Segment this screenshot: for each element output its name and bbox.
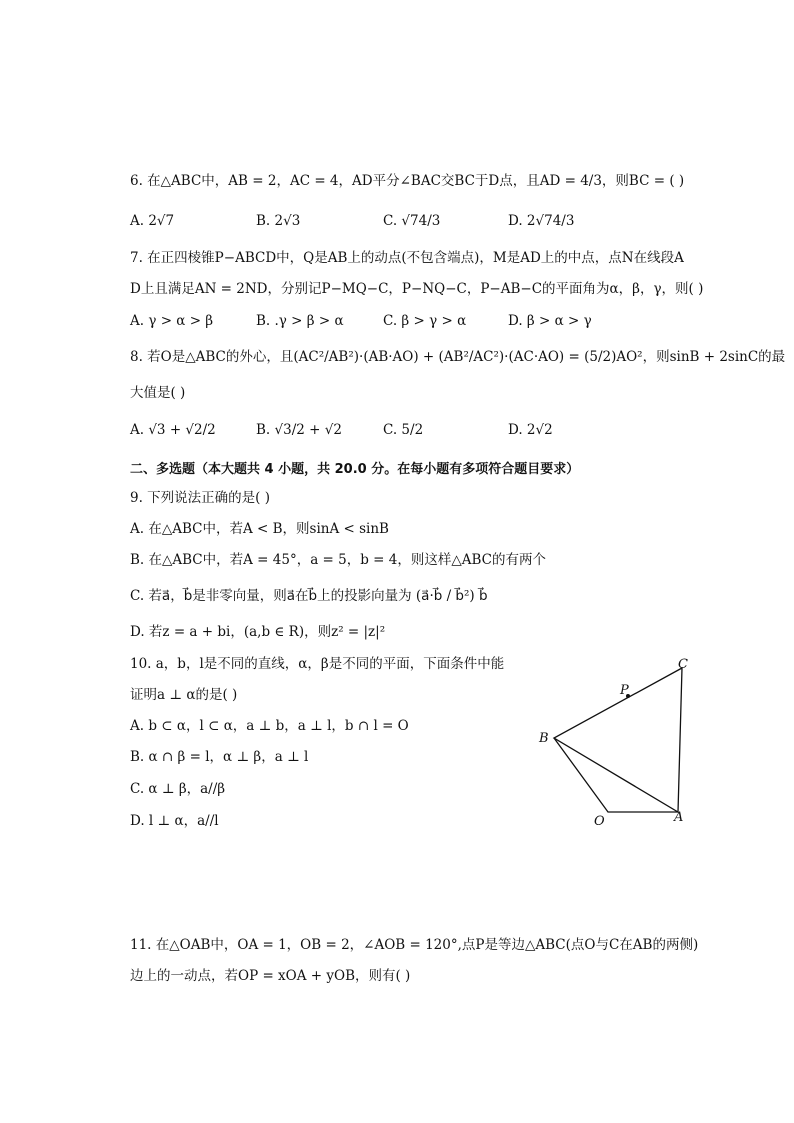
q10-stem-line2: 证明a ⊥ α的是( ) bbox=[130, 687, 238, 703]
q7-option-d: D. β > α > γ bbox=[508, 313, 592, 329]
q9-option-a: A. 在△ABC中，若A < B，则sinA < sinB bbox=[130, 521, 389, 537]
label-a: A bbox=[674, 810, 684, 825]
geometry-figure bbox=[536, 652, 696, 832]
q7-stem-line1: 7. 在正四棱锥P−ABCD中，Q是AB上的动点(不包含端点)，M是AD上的中点，点N在线段A bbox=[130, 250, 684, 266]
q6-option-d: D. 2√74/3 bbox=[508, 213, 575, 229]
q8-option-d: D. 2√2 bbox=[508, 422, 553, 438]
label-p: P bbox=[620, 683, 629, 698]
q9-option-d: D. 若z = a + bi，(a,b ∈ R)，则z² = |z|² bbox=[130, 624, 386, 640]
q9-stem: 9. 下列说法正确的是( ) bbox=[130, 490, 270, 506]
q7-stem-line2: D上且满足AN = 2ND，分别记P−MQ−C，P−NQ−C，P−AB−C的平面角为α，β，γ，则( ) bbox=[130, 281, 704, 297]
q11-stem-line2: 边上的一动点，若OP = xOA + yOB，则有( ) bbox=[130, 968, 411, 984]
q6-option-a: A. 2√7 bbox=[130, 213, 175, 229]
q8-option-b: B. √3/2 + √2 bbox=[256, 422, 342, 438]
q9-option-c: C. 若a⃗，b⃗是非零向量，则a⃗在b⃗上的投影向量为 (a⃗·b⃗ / b⃗²) b⃗ bbox=[130, 588, 488, 604]
label-b: B bbox=[539, 731, 549, 746]
q7-option-b: B. .γ > β > α bbox=[256, 313, 344, 329]
triangle-abc bbox=[554, 668, 682, 812]
q10-option-d: D. l ⊥ α，a//l bbox=[130, 813, 219, 829]
q6-option-b: B. 2√3 bbox=[256, 213, 301, 229]
q11-stem-line1: 11. 在△OAB中，OA = 1，OB = 2，∠AOB = 120°,点P是等边△ABC(点O与C在AB的两侧) bbox=[130, 937, 699, 953]
q10-stem-line1: 10. a，b，l是不同的直线，α，β是不同的平面，下面条件中能 bbox=[130, 656, 505, 672]
q7-option-a: A. γ > α > β bbox=[130, 313, 214, 329]
label-o: O bbox=[594, 814, 605, 829]
label-c: C bbox=[678, 657, 688, 672]
q10-option-c: C. α ⊥ β，a//β bbox=[130, 781, 226, 797]
q9-option-b: B. 在△ABC中，若A = 45°，a = 5，b = 4，则这样△ABC的有两个 bbox=[130, 552, 546, 568]
q10-option-b: B. α ∩ β = l，α ⊥ β，a ⊥ l bbox=[130, 749, 309, 765]
q6-option-c: C. √74/3 bbox=[383, 213, 441, 229]
q10-option-a: A. b ⊂ α，l ⊂ α，a ⊥ b，a ⊥ l，b ∩ l = O bbox=[130, 718, 409, 734]
q8-option-c: C. 5/2 bbox=[383, 422, 424, 438]
q6-stem: 6. 在△ABC中，AB = 2，AC = 4，AD平分∠BAC交BC于D点，且AD = 4/3，则BC = ( ) bbox=[130, 173, 685, 189]
q8-option-a: A. √3 + √2/2 bbox=[130, 422, 216, 438]
q8-stem-line1: 8. 若O是△ABC的外心，且(AC²/AB²)·(AB·AO) + (AB²/AC²)·(AC·AO) = (5/2)AO²，则sinB + 2sinC的最 bbox=[130, 349, 786, 365]
q7-option-c: C. β > γ > α bbox=[383, 313, 467, 329]
section-heading-multiple-choice: 二、多选题（本大题共 4 小题，共 20.0 分。在每小题有多项符合题目要求） bbox=[130, 462, 580, 477]
q8-stem-line2: 大值是( ) bbox=[130, 385, 186, 401]
